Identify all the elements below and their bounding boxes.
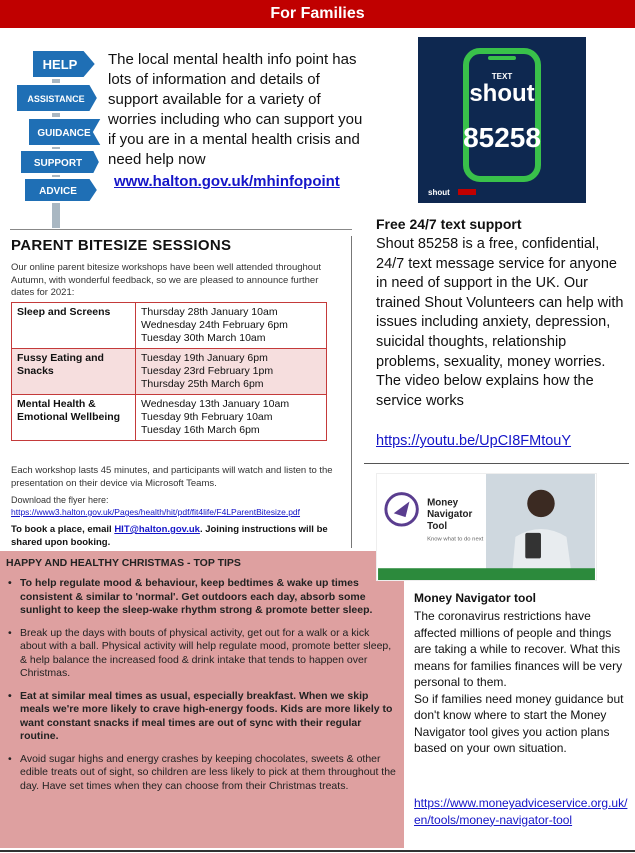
download-section (11, 494, 341, 518)
workshop-info: Each workshop lasts 45 minutes, and participants will watch and listen to the presentation on their device via Microsoft Teams. (11, 465, 333, 489)
session-date: Tuesday 16th March 6pm (141, 424, 260, 436)
mh-info-text: The local mental health info point has lots of information and details of support available for a variety of worries including who can support you if you are in a mental health crisis and need help now (108, 51, 363, 168)
shout-brand: shout (469, 80, 535, 107)
sign-advice-label: ADVICE (39, 186, 77, 197)
bottom-rule (0, 850, 635, 852)
booking-info (11, 524, 333, 549)
shout-footer-brand: shout (428, 188, 450, 197)
page-banner: For Families (0, 0, 635, 28)
mh-info-link[interactable]: www.halton.gov.uk/mhinfopoint (114, 173, 340, 190)
list-item: • Break up the days with bouts of physical activity, get out for a walk or a kick about with a ball. Physical activity will help regulate mood, promote better sleep, & help balance the increased food & drink intake that tends to happen over Christmas. (6, 627, 398, 681)
flyer-link[interactable]: https://www3.halton.gov.uk/Pages/health/hit/pdf/fit4life/F4LParentBitesize.pdf (11, 507, 301, 517)
money-image-tagline: Know what to do next (427, 536, 484, 543)
green-footer-strip (378, 568, 595, 580)
signpost-illustration (10, 40, 102, 230)
session-date: Tuesday 9th February 10am (141, 411, 273, 423)
session-topic: Mental Health & Emotional Wellbeing (12, 395, 136, 441)
video-link[interactable]: https://youtu.be/UpCI8FMtouY (376, 433, 572, 449)
money-navigator-title: Money Navigator tool (414, 591, 537, 605)
list-item: • To help regulate mood & behaviour, keep bedtimes & wake up times consistent & similar to 'normal'. Get outdoors each day, absorb some sunlight to keep the sleep-wake rhythm strong & promote better sleep. (6, 577, 398, 618)
booking-email-link[interactable]: HIT@halton.gov.uk (114, 524, 200, 535)
sessions-table (11, 302, 327, 441)
table-row (12, 303, 327, 349)
tips-list (6, 577, 398, 802)
booking-prefix: To book a place, email (11, 524, 115, 535)
sign-support-label: SUPPORT (33, 158, 83, 169)
session-date: Thursday 28th January 10am (141, 306, 278, 318)
section-divider (364, 463, 629, 464)
free-text-body: Shout 85258 is a free, confidential, 24/7 text message service for anyone in need of support in the UK. Our trained Shout Volunteers can help with issues including anxiety, depression, suicidal thoughts, relationship problems, sexuality, money worries. The video below explains how the service works (376, 236, 624, 409)
sign-assistance-label: ASSISTANCE (27, 94, 85, 104)
session-date: Tuesday 23rd February 1pm (141, 365, 274, 377)
money-image-line1: Money (427, 497, 459, 509)
christmas-tips-panel (0, 551, 404, 848)
parent-bitesize-title: PARENT BITESIZE SESSIONS (11, 237, 232, 254)
shout-logo (418, 37, 586, 203)
tips-title: HAPPY AND HEALTHY CHRISTMAS - TOP TIPS (6, 557, 241, 569)
session-date: Tuesday 30th March 10am (141, 332, 266, 344)
column-divider (351, 236, 352, 548)
session-topic: Fussy Eating and Snacks (12, 349, 136, 395)
shout-text-label: TEXT (491, 72, 513, 81)
money-navigator-body (414, 608, 626, 757)
session-date: Tuesday 19th January 6pm (141, 352, 268, 364)
table-row (12, 349, 327, 395)
session-date: Thursday 25th March 6pm (141, 378, 264, 390)
session-dates (136, 349, 327, 395)
booking-suffix: . Joining instructions will be shared upon booking. (11, 524, 328, 548)
session-dates (136, 395, 327, 441)
session-dates (136, 303, 327, 349)
money-navigator-link[interactable]: https://www.moneyadviceservice.org.uk/en/tools/money-navigator-tool (414, 796, 628, 827)
phone-in-hand (525, 533, 541, 559)
money-navigator-para1: The coronavirus restrictions have affected millions of people and things are taking a while to recover. What this means for families finances will be very personal to them. (414, 609, 623, 689)
download-label: Download the flyer here: (11, 495, 109, 505)
money-navigator-para2: So if families need money guidance but don't know where to start the Money Navigator tool gives you action plans based on your own situation. (414, 691, 624, 755)
session-date: Wednesday 13th January 10am (141, 398, 290, 410)
parent-bitesize-intro: Our online parent bitesize workshops have been well attended throughout Autumn, with wonderful feedback, so we are pleased to announce further dates for 2021: (11, 262, 322, 298)
free-text-title: Free 24/7 text support (376, 216, 522, 232)
session-topic: Sleep and Screens (12, 303, 136, 349)
sign-help-label: HELP (42, 57, 78, 72)
sign-guidance-label: GUIDANCE (37, 128, 91, 139)
signpost-signs (16, 50, 102, 202)
money-image-line3: Tool (427, 520, 448, 532)
session-date: Wednesday 24th February 6pm (141, 319, 288, 331)
section-divider (10, 229, 352, 230)
money-image-line2: Navigator (427, 509, 473, 521)
shout-number: 85258 (463, 122, 541, 153)
list-item: • Avoid sugar highs and energy crashes by keeping chocolates, sweets & other edible treats out of sight, so children are less likely to pick at them throughout the day. Have set times when they can choose from their Christmas treats. (6, 753, 398, 794)
money-navigator-image (376, 473, 597, 581)
list-item: • Eat at similar meal times as usual, especially breakfast. When we skip meals we're more likely to crave high-energy foods. Kids are more likely to want constant snacks if meal times are out of sync with their regular routine. (6, 690, 398, 744)
table-row (12, 395, 327, 441)
